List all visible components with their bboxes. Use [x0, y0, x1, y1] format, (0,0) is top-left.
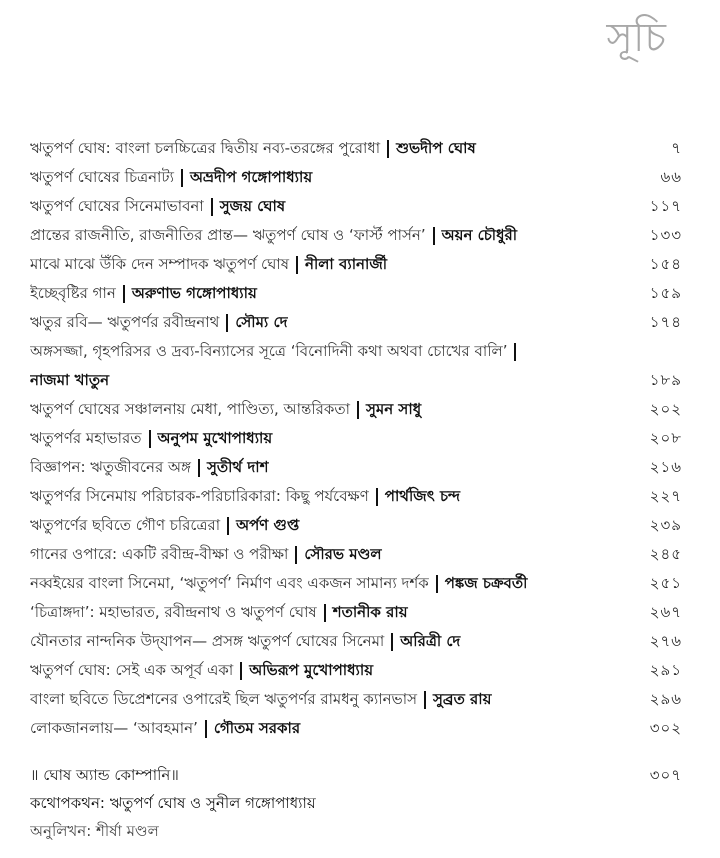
section-credit-row — [30, 818, 682, 846]
title-author-divider — [391, 633, 393, 651]
section-title: ॥ ঘোষ অ্যান্ড কোম্পানি॥ — [30, 765, 179, 784]
title-author-divider — [387, 140, 389, 158]
toc-entry-title: ‘চিত্রাঙ্গদা’: মহাভারত, রবীন্দ্রনাথ ও ঋতুপর্ণ ঘোষ — [30, 603, 317, 621]
title-author-divider — [514, 343, 516, 361]
toc-entry-text — [30, 340, 624, 365]
toc-entry-author: অয়ন চৌধুরী — [441, 226, 518, 244]
toc-entry — [30, 338, 682, 367]
title-author-divider — [211, 198, 213, 216]
toc-entry-text — [30, 543, 624, 568]
title-author-divider — [357, 401, 359, 419]
toc-entry-author: সুজয় ঘোষ — [219, 197, 286, 215]
toc-entry-text — [30, 485, 624, 510]
toc-entry-author: অনুপম মুখোপাধ্যায় — [157, 429, 273, 447]
toc-entry-title: ঋতুপর্ণ ঘোষের চিত্রনাট্য — [30, 168, 174, 186]
toc-entry-author: অভ্রদীপ গঙ্গোপাধ্যায় — [189, 168, 313, 186]
toc-entry-author: নীলা ব্যানার্জী — [305, 255, 388, 273]
toc-entry — [30, 570, 682, 599]
toc-entry-page-number: ১১৭ — [649, 197, 682, 215]
toc-entry-author: সুতীর্থ দাশ — [206, 458, 269, 476]
toc-entry — [30, 454, 682, 483]
toc-entry-page-number: ২০৮ — [649, 429, 682, 447]
toc-entry — [30, 193, 682, 222]
toc-entry-page-number: ৩০২ — [649, 719, 682, 737]
toc-entry — [30, 686, 682, 715]
toc-entry-author: সৌরভ মণ্ডল — [304, 545, 382, 563]
section-heading-row — [30, 762, 682, 790]
toc-entry-author: অরিত্রী দে — [400, 632, 461, 650]
title-author-divider — [226, 314, 228, 332]
toc-entry-page-number: ২০২ — [649, 400, 682, 418]
toc-entry-author: সৌম্য দে — [235, 313, 288, 331]
title-author-divider — [149, 430, 151, 448]
toc-entry-text — [30, 224, 624, 249]
section-subtitle: কথোপকথন: ঋতুপর্ণ ঘোষ ও সুনীল গঙ্গোপাধ্যায় — [30, 793, 316, 812]
toc-entry-page-number: ২৫১ — [649, 574, 682, 592]
toc-entry-author: শতানীক রায় — [332, 603, 408, 621]
toc-entry-text — [30, 601, 624, 626]
title-author-divider — [181, 169, 183, 187]
toc-entry-title: প্রান্তের রাজনীতি, রাজনীতির প্রান্ত— ঋতুপর্ণ ঘোষ ও ‘ফার্স্ট পার্সন’ — [30, 226, 426, 244]
toc-entry — [30, 657, 682, 686]
toc-entry-page-number: ১৫৯ — [649, 284, 682, 302]
toc-entry-text — [30, 195, 624, 220]
toc-entry-title: অঙ্গসজ্জা, গৃহপরিসর ও দ্রব্য-বিন্যাসের সূত্রে ‘বিনোদিনী কথা অথবা চোখের বালি’ — [30, 342, 508, 360]
toc-entry-author: পঙ্কজ চক্রবর্তী — [444, 574, 528, 592]
toc-entry-text — [30, 514, 624, 539]
toc-entry-text — [30, 166, 624, 191]
toc-entry — [30, 425, 682, 454]
toc-entry-title: ইচ্ছেবৃষ্টির গান — [30, 284, 116, 302]
toc-entry-text — [30, 253, 624, 278]
toc-entry-title: ঋতুর রবি— ঋতুপর্ণর রবীন্দ্রনাথ — [30, 313, 220, 331]
title-author-divider — [123, 285, 125, 303]
toc-entry-text — [30, 427, 624, 452]
toc-entry — [30, 628, 682, 657]
toc-entry-title: মাঝে মাঝে উঁকি দেন সম্পাদক ঋতুপর্ণ ঘোষ — [30, 255, 290, 273]
toc-entry-page-number: ২৩৯ — [649, 516, 682, 534]
toc-entry-page-number: ৭ — [671, 139, 682, 157]
toc-entry-title: ঋতুপর্ণর সিনেমায় পরিচারক-পরিচারিকারা: কিছু পর্যবেক্ষণ — [30, 487, 369, 505]
toc-entry-page-number: ১৩৩ — [649, 226, 682, 244]
title-author-divider — [436, 575, 438, 593]
toc-entry-text — [30, 659, 624, 684]
toc-entry-author: সুব্রত রায় — [432, 690, 492, 708]
toc-entry-text — [30, 572, 624, 597]
toc-entry — [30, 280, 682, 309]
toc-entry — [30, 309, 682, 338]
title-author-divider — [433, 227, 435, 245]
toc-entry-text — [30, 688, 624, 713]
toc-entry-title: গানের ওপারে: একটি রবীন্দ্র-বীক্ষা ও পরীক্ষা — [30, 545, 289, 563]
toc-entry — [30, 164, 682, 193]
toc-entry-author: নাজমা খাতুন — [30, 371, 110, 389]
toc-entry-title: ঋতুপর্ণ ঘোষ: সেই এক অপূর্ব একা — [30, 661, 234, 679]
toc-entry-page-number: ২১৬ — [649, 458, 682, 476]
toc-entry — [30, 396, 682, 425]
section-subtitle-row — [30, 790, 682, 818]
title-author-divider — [295, 546, 297, 564]
section-credit: অনুলিখন: শীর্ষা মণ্ডল — [30, 821, 159, 840]
title-author-divider — [205, 720, 207, 738]
toc-entry-author: অর্পণ গুপ্ত — [236, 516, 300, 534]
toc-entry-title: ঋতুপর্ণ ঘোষ: বাংলা চলচ্চিত্রের দ্বিতীয় নব্য-তরঙ্গের পুরোধা — [30, 139, 381, 157]
toc-entry-author: অরুণাভ গঙ্গোপাধ্যায় — [131, 284, 257, 302]
toc-entry-page-number: ২২৭ — [649, 487, 682, 505]
title-author-divider — [376, 488, 378, 506]
toc-entry-title: যৌনতার নান্দনিক উদ্‌যাপন— প্রসঙ্গ ঋতুপর্ণ ঘোষের সিনেমা — [30, 632, 385, 650]
toc-entry-text — [30, 137, 624, 162]
toc-entry-author: গৌতম সরকার — [213, 719, 301, 737]
title-author-divider — [424, 691, 426, 709]
toc-entry-author: শুভদীপ ঘোষ — [396, 139, 476, 157]
toc-entry — [30, 367, 682, 396]
toc-entry-page-number: ২৯৬ — [649, 690, 682, 708]
title-author-divider — [296, 256, 298, 274]
toc-entry-text — [30, 369, 624, 394]
toc-entry-text — [30, 398, 624, 423]
toc-entry — [30, 222, 682, 251]
title-author-divider — [324, 604, 326, 622]
appendix-section — [30, 762, 682, 846]
toc-entry-title: লোকজানলায়— ‘আবহমান’ — [30, 719, 198, 737]
toc-entry — [30, 512, 682, 541]
title-author-divider — [227, 517, 229, 535]
toc-entry-title: ঋতুপর্ণের ছবিতে গৌণ চরিত্রেরা — [30, 516, 221, 534]
toc-entry — [30, 135, 682, 164]
toc-entry — [30, 483, 682, 512]
toc-entry-title: নব্বইয়ের বাংলা সিনেমা, ‘ঋতুপর্ণ’ নির্মাণ এবং একজন সামান্য দর্শক — [30, 574, 429, 592]
toc-entry-text — [30, 311, 624, 336]
toc-entry-text — [30, 630, 624, 655]
toc-entry-text — [30, 717, 624, 742]
toc-entry-page-number: ১৭৪ — [649, 313, 682, 331]
page-title: সূচি — [606, 15, 666, 61]
toc-entry-page-number: ১৫৪ — [649, 255, 682, 273]
toc-entry-page-number: ২৪৫ — [649, 545, 682, 563]
toc-entry-title: ঋতুপর্ণ ঘোষের সঞ্চালনায় মেধা, পাণ্ডিত্য, আন্তরিকতা — [30, 400, 351, 418]
toc-entry — [30, 541, 682, 570]
toc-entry — [30, 715, 682, 744]
toc-entry-page-number: ২৬৭ — [649, 603, 682, 621]
toc-entry-author: সুমন সাধু — [366, 400, 422, 418]
toc-entry-author: পার্থজিৎ চন্দ — [384, 487, 461, 505]
toc-entry-text — [30, 456, 624, 481]
toc-entry-page-number: ১৮৯ — [649, 371, 682, 389]
toc-entry — [30, 599, 682, 628]
section-page-number: ৩০৭ — [649, 765, 682, 784]
toc-entry-title: ঋতুপর্ণ ঘোষের সিনেমাভাবনা — [30, 197, 204, 215]
toc-entry-page-number: ২৭৬ — [649, 632, 682, 650]
toc-entry-author: অভিরূপ মুখোপাধ্যায় — [249, 661, 374, 679]
table-of-contents — [30, 135, 682, 744]
title-author-divider — [240, 662, 242, 680]
toc-entry-page-number: ৬৬ — [660, 168, 682, 186]
toc-entry-page-number: ২৯১ — [649, 661, 682, 679]
toc-entry-title: বিজ্ঞাপন: ঋতুজীবনের অঙ্গ — [30, 458, 191, 476]
toc-entry — [30, 251, 682, 280]
toc-entry-text — [30, 282, 624, 307]
toc-entry-title: ঋতুপর্ণর মহাভারত — [30, 429, 142, 447]
toc-entry-title: বাংলা ছবিতে ডিপ্রেশনের ওপারেই ছিল ঋতুপর্ণর রামধনু ক্যানভাস — [30, 690, 417, 708]
title-author-divider — [198, 459, 200, 477]
